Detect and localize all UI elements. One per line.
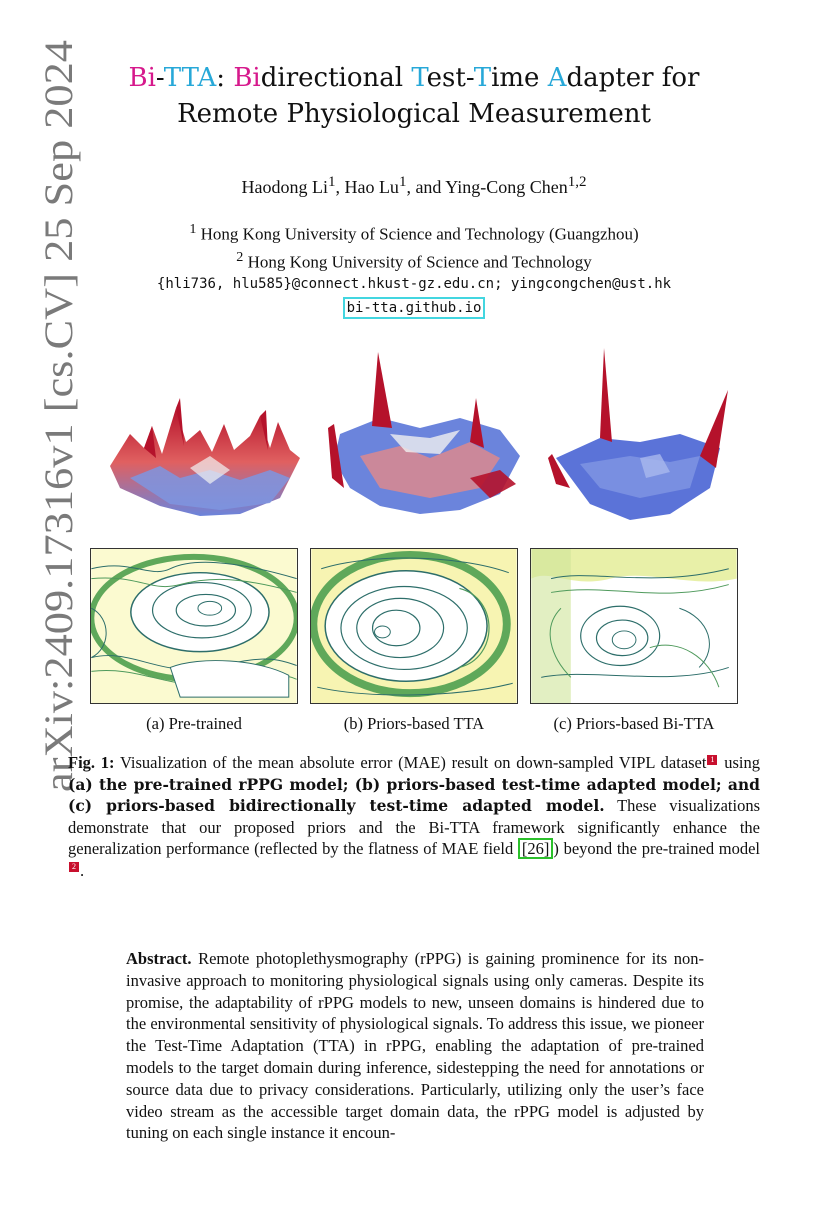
title-tta: TTA: [163, 63, 217, 93]
author-3-affil: 1,2: [567, 174, 587, 190]
caption-bold-text: (a) the pre-trained rPPG model; (b) priors-based test-time adapted model; and (c) priors-based bidirectionally test-time adapted model.: [68, 774, 760, 816]
surface-plot-pretrained: [100, 338, 310, 530]
author-1: Haodong Li: [241, 177, 328, 197]
affiliation-2-num: 2: [236, 248, 244, 265]
title-line-1: [60, 60, 768, 96]
footnote-ref-2[interactable]: 2: [69, 862, 79, 872]
author-1-affil: 1: [327, 174, 336, 190]
abstract-label: Abstract.: [126, 949, 192, 968]
title-dapter: dapter for: [566, 63, 700, 93]
affiliation-1-text: Hong Kong University of Science and Technology (Guangzhou): [196, 224, 639, 244]
title-t2: T: [473, 63, 492, 93]
affiliation-1: [60, 218, 768, 246]
affiliation-1-num: 1: [189, 221, 197, 237]
contour-plot-pretrained: [90, 548, 298, 704]
contour-plot-priors-tta: [310, 548, 518, 704]
surface-plot-priors-tta: [320, 338, 530, 530]
caption-text-3: These visualizations demonstrate that our proposed priors and the Bi-TTA framework significantly enhance the generalization performance (reflected by the flatness of MAE field: [68, 796, 760, 859]
abstract-text: Remote photoplethysmography (rPPG) is gaining prominence for its non-invasive approach to monitoring physiological signals using only cameras. Despite its promise, the adaptability of rPPG models to new, unseen domains is hindered due to the environmental sensitivity of physiological signals. To address this issue, we pioneer the Test-Time Adaptation (TTA) in rPPG, enabling the adaptation of pre-trained models to the target domain during inference, sidestepping the need for annotations or source data due to privacy considerations. Particularly, utilizing only the user’s face video stream as the accessible target domain data, the rPPG model is adjusted by tuning on each single instance it encoun-: [126, 949, 704, 1143]
contour-plot-priors-bitta: [530, 548, 738, 704]
sublabel-b: (b) Priors-based TTA: [343, 714, 485, 733]
author-2-affil: 1: [398, 174, 407, 190]
title-est: est-: [426, 63, 474, 93]
figure-caption: [68, 752, 760, 882]
arxiv-identifier: arXiv:2409.17316v1 [cs.CV] 25 Sep 2024: [36, 114, 81, 792]
title-bi-2: Bi: [233, 63, 261, 93]
affiliations: [60, 218, 768, 319]
sublabel-a: (a) Pre-trained: [146, 714, 242, 733]
affiliation-2: [60, 246, 768, 274]
caption-text-4: ) beyond the pre-trained model: [553, 839, 760, 859]
title-colon: :: [216, 63, 234, 93]
abstract: [126, 948, 704, 1144]
caption-text-2: using: [718, 753, 760, 772]
caption-text-5: .: [80, 860, 85, 880]
caption-text-1: Visualization of the mean absolute error (MAE) result on down-sampled VIPL dataset: [114, 753, 707, 772]
title-line-2: Remote Physiological Measurement: [177, 99, 651, 129]
author-2: , Hao Lu: [335, 177, 399, 197]
title-a: A: [547, 63, 567, 93]
title-t1: T: [411, 63, 427, 93]
citation-ref-26[interactable]: [26]: [518, 838, 554, 859]
caption-label: Fig. 1:: [68, 753, 115, 772]
footnote-ref-1[interactable]: 1: [707, 755, 717, 765]
title-ime: ime: [491, 63, 548, 93]
author-3: , and Ying-Cong Chen: [406, 177, 568, 197]
arxiv-sidebar: [6, 20, 84, 800]
title-dash: -: [155, 63, 164, 93]
title-directional: directional: [260, 63, 412, 93]
author-list: [60, 174, 768, 198]
author-emails: {hli736, hlu585}@connect.hkust-gz.edu.cn; yingcongchen@ust.hk: [156, 276, 672, 293]
sublabel-c: (c) Priors-based Bi-TTA: [553, 714, 715, 733]
title-bi: Bi: [128, 63, 156, 93]
surface-plot-priors-bitta: [540, 338, 750, 530]
paper-title: [60, 60, 768, 132]
project-website-link[interactable]: bi-tta.github.io: [343, 297, 486, 319]
affiliation-2-text: Hong Kong University of Science and Technology: [243, 252, 592, 272]
